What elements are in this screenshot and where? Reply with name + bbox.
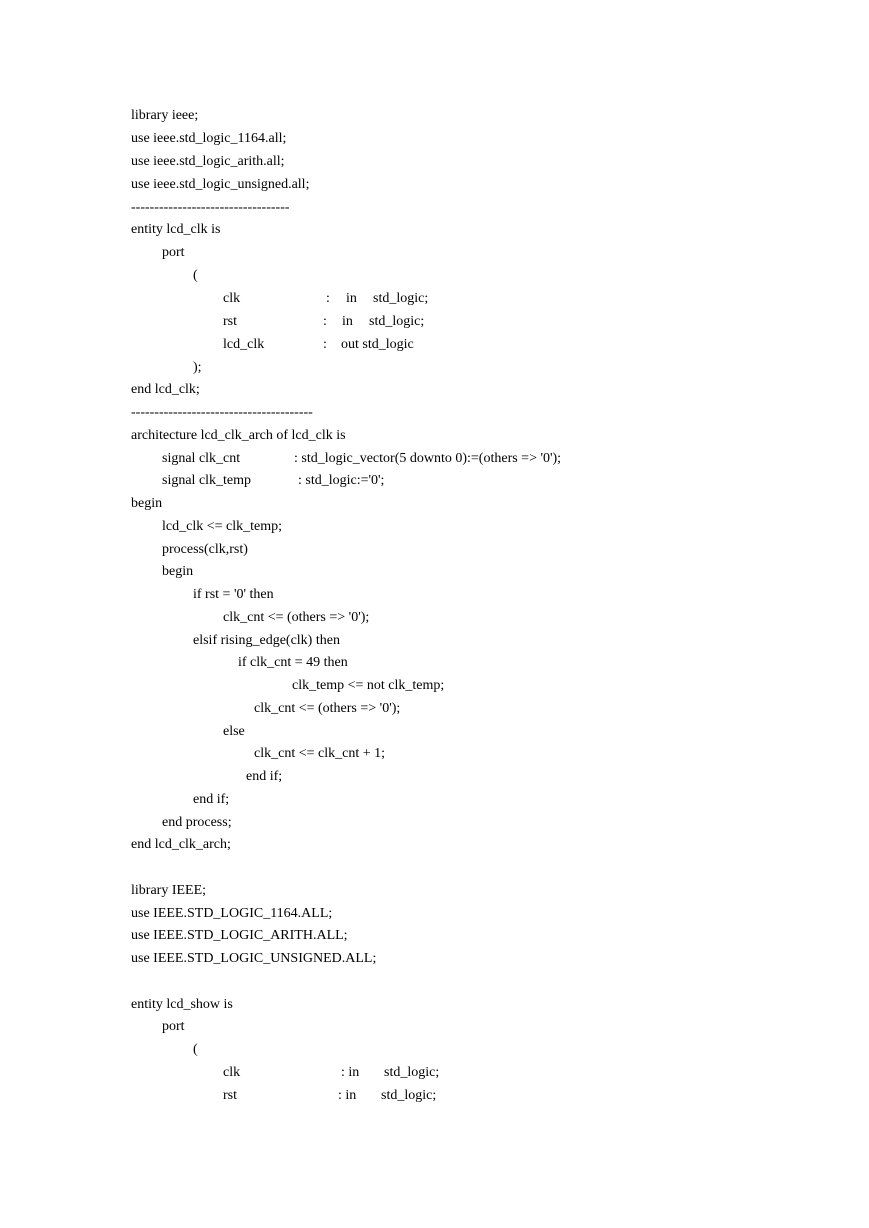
code-token: std_logic; — [369, 314, 425, 329]
code-line: clk_cnt <= (others => '0'); — [254, 701, 401, 716]
code-line: ( — [193, 1042, 198, 1057]
code-line: ---------------------------------- — [131, 200, 290, 215]
code-line: else — [223, 724, 245, 739]
code-line: library ieee; — [131, 108, 199, 123]
code-token: std_logic; — [373, 291, 429, 306]
code-line: ( — [193, 268, 198, 283]
code-line: entity lcd_show is — [131, 997, 233, 1012]
code-line: use ieee.std_logic_arith.all; — [131, 154, 285, 169]
code-line: end lcd_clk_arch; — [131, 837, 231, 852]
code-token: clk — [223, 291, 241, 306]
code-line: elsif rising_edge(clk) then — [193, 633, 340, 648]
code-line: end lcd_clk; — [131, 382, 200, 397]
code-line: architecture lcd_clk_arch of lcd_clk is — [131, 428, 346, 443]
code-line: process(clk,rst) — [162, 542, 248, 557]
code-line: port — [162, 1019, 185, 1034]
code-token: out std_logic — [341, 337, 414, 352]
code-token: : in — [338, 1088, 357, 1103]
code-line: entity lcd_clk is — [131, 222, 221, 237]
code-token: rst — [223, 314, 237, 329]
code-token: lcd_clk — [223, 337, 265, 352]
code-token: signal clk_cnt — [162, 451, 241, 466]
code-line: lcd_clk <= clk_temp; — [162, 519, 282, 534]
code-line: clk_temp <= not clk_temp; — [292, 678, 445, 693]
code-token: : std_logic:='0'; — [298, 473, 385, 488]
code-token: : in — [341, 1065, 360, 1080]
code-line: clk_cnt <= (others => '0'); — [223, 610, 370, 625]
code-line: use ieee.std_logic_1164.all; — [131, 131, 287, 146]
code-line: use IEEE.STD_LOGIC_ARITH.ALL; — [131, 928, 348, 943]
code-line: clk_cnt <= clk_cnt + 1; — [254, 746, 385, 761]
code-token: std_logic; — [384, 1065, 440, 1080]
code-line: end if; — [246, 769, 283, 784]
code-token: signal clk_temp — [162, 473, 252, 488]
code-token: : — [323, 314, 327, 329]
code-line: --------------------------------------- — [131, 405, 313, 420]
code-line: end if; — [193, 792, 230, 807]
code-line: ); — [193, 360, 202, 375]
code-line: use IEEE.STD_LOGIC_UNSIGNED.ALL; — [131, 951, 377, 966]
code-token: clk — [223, 1065, 241, 1080]
code-token: in — [342, 314, 353, 329]
code-line: use IEEE.STD_LOGIC_1164.ALL; — [131, 906, 333, 921]
code-token: : — [326, 291, 330, 306]
code-token: rst — [223, 1088, 237, 1103]
code-line: if clk_cnt = 49 then — [238, 655, 348, 670]
code-token: in — [346, 291, 357, 306]
code-line: end process; — [162, 815, 232, 830]
code-line: begin — [131, 496, 163, 511]
code-line: use ieee.std_logic_unsigned.all; — [131, 177, 310, 192]
code-line: if rst = '0' then — [193, 587, 274, 602]
code-line: port — [162, 245, 185, 260]
code-token: std_logic; — [381, 1088, 437, 1103]
code-token: : — [323, 337, 327, 352]
code-line: library IEEE; — [131, 883, 207, 898]
code-line: begin — [162, 564, 194, 579]
code-token: : std_logic_vector(5 downto 0):=(others => '0'); — [294, 451, 562, 466]
